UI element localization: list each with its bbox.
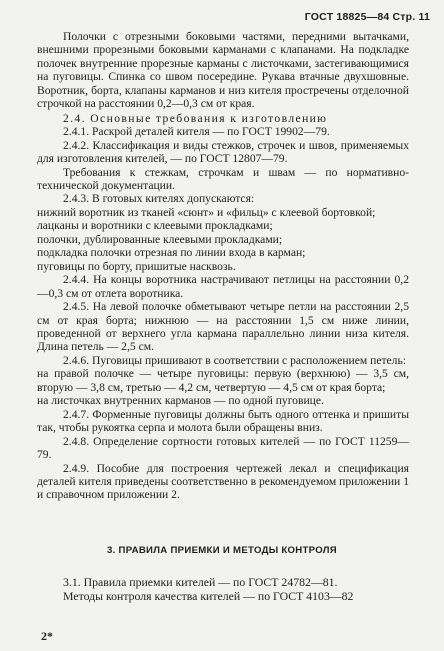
list-item: на правой полочке — четыре пуговицы: первую (верхнюю) — 3,5 см, вторую — 3,8 см, третью — 4,2 см, четвертую — 4,5 см от края борта; — [37, 367, 409, 394]
paragraph-requirements: Требования к стежкам, строчкам и швам — по нормативно-технической документации. — [37, 165, 409, 192]
paragraph-2-4-7: 2.4.7. Форменные пуговицы должны быть одного оттенка и пришиты так, чтобы рукоятка серпа и молота были обращены вниз. — [37, 407, 409, 435]
paragraph-2-4-2: 2.4.2. Классификация и виды стежков, строчек и швов, применяемых для изготовления кителей, — по ГОСТ 12807—79. — [37, 138, 409, 166]
paragraph-2-4-6: 2.4.6. Пуговицы пришивают в соответствии с расположением петель: — [63, 353, 406, 367]
paragraph-2-4-3: 2.4.3. В готовых кителях допускаются: — [63, 192, 255, 206]
paragraph-2-4-9: 2.4.9. Пособие для построения чертежей лекал и спецификация деталей кителя приведены соответственно в рекомендуемом приложении 1 и справочном приложении 2. — [37, 461, 409, 502]
list-item: лацканы и воротники с клеевыми прокладками; — [37, 219, 273, 233]
paragraph-3-1: 3.1. Правила приемки кителей — по ГОСТ 24782—81. — [63, 575, 338, 589]
list-item: полочки, дублированные клеевыми прокладками; — [37, 232, 283, 246]
paragraph-2-4-5: 2.4.5. На левой полочке обметывают четыре петли на расстоянии 2,5 см от края борта; нижнюю — на расстоянии 1,5 см ниже линии, проведенной от верхнего угла кармана параллельно линии низа кителя. Длина петель — 2,5 см. — [37, 300, 409, 354]
paragraph-2-4-1: 2.4.1. Раскрой деталей кителя — по ГОСТ 19902—79. — [63, 125, 330, 139]
paragraph-control-methods: Методы контроля качества кителей — по ГОСТ 4103—82 — [63, 589, 354, 603]
list-item: нижний воротник из тканей «сюнт» и «фильц» с клеевой бортовкой; — [37, 205, 376, 219]
subsection-heading: 2.4. Основные требования к изготовлению — [63, 111, 328, 125]
page-header: ГОСТ 18825—84 Стр. 11 — [304, 11, 430, 23]
list-item: на листочках внутренних карманов — по одной пуговице. — [37, 394, 324, 408]
section-title: 3. ПРАВИЛА ПРИЕМКИ И МЕТОДЫ КОНТРОЛЯ — [106, 545, 338, 556]
paragraph-2-4-4: 2.4.4. На концы воротника настрачивают петлицы на расстоянии 0,2—0,3 см от отлета воротника. — [37, 273, 409, 300]
list-item: пуговицы по борту, пришитые насквозь. — [37, 259, 236, 273]
list-item: подкладка полочки отрезная по линии входа в карман; — [37, 246, 306, 260]
page-mark: 2* — [41, 629, 53, 643]
paragraph-description: Полочки с отрезными боковыми частями, передними вытачками, внешними прорезными боковыми карманами с клапанами. На подкладке полочек внутренние прорезные карманы с листочками, застегивающимися на пуговицы. Спинка со швом посередине. Рукава втачные двухшовные. Воротник, борта, клапаны карманов и низ кителя простречены отделочной строчкой на расстоянии 0,2—0,3 см от края. — [37, 30, 409, 111]
body-text — [37, 30, 409, 502]
paragraph-2-4-8: 2.4.8. Определение сортности готовых кителей — по ГОСТ 11259—79. — [37, 434, 409, 462]
section-body — [37, 575, 409, 603]
